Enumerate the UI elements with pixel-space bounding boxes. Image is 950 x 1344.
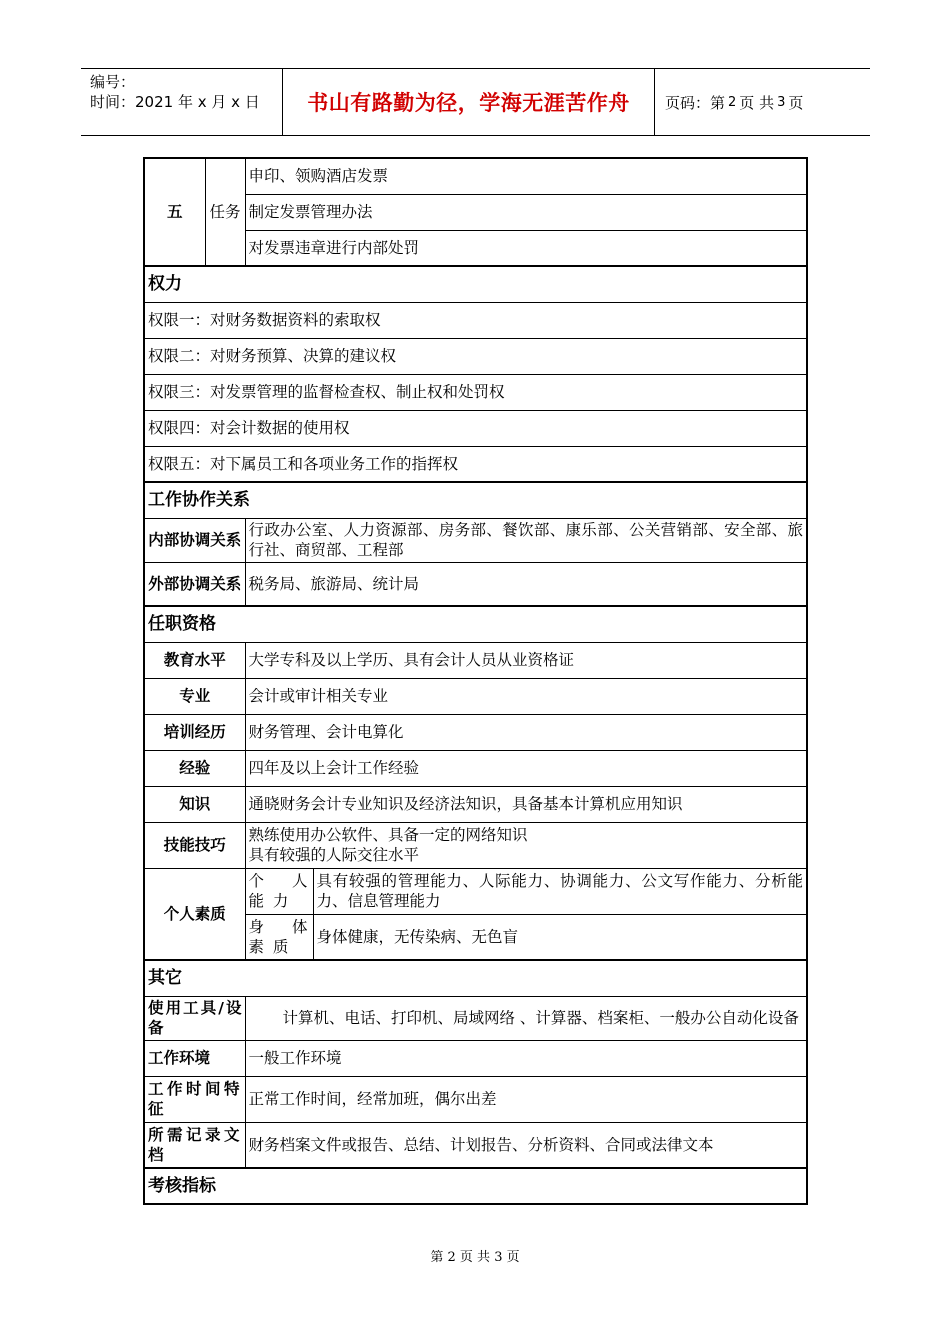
section-title: 权力: [144, 266, 807, 302]
other-value: 计算机、电话、打印机、局域网络 、计算器、档案柜、一般办公自动化设备: [245, 996, 807, 1040]
power-item: 权限四：对会计数据的使用权: [144, 410, 807, 446]
other-value: 财务档案文件或报告、总结、计划报告、分析资料、合同或法律文本: [245, 1122, 807, 1168]
section-title: 任职资格: [144, 606, 807, 642]
page-mid: 页 共: [739, 93, 775, 112]
qualification-label: 专业: [144, 678, 245, 714]
personal-sub-value: 具有较强的管理能力、人际能力、协调能力、公文写作能力、分析能力、信息管理能力: [313, 868, 807, 914]
section-assessment: [144, 1168, 807, 1204]
qualification-label: 经验: [144, 750, 245, 786]
skills-label: 技能技巧: [144, 822, 245, 868]
section-title: 考核指标: [144, 1168, 807, 1204]
task-label: 任务: [205, 158, 245, 266]
skills-row: [144, 822, 807, 868]
other-label: 所需记录文档: [144, 1122, 245, 1168]
personal-sub-value: 身体健康，无传染病、无色盲: [313, 914, 807, 960]
qualification-row: [144, 786, 807, 822]
other-value: 正常工作时间，经常加班，偶尔出差: [245, 1076, 807, 1122]
page-footer: 第 2 页 共 3 页: [430, 1250, 520, 1265]
page-header: [81, 68, 870, 136]
power-item: 权限三：对发票管理的监督检查权、制止权和处罚权: [144, 374, 807, 410]
qualification-row: [144, 642, 807, 678]
serial-label: 编号：: [90, 73, 136, 91]
qualification-label: 教育水平: [144, 642, 245, 678]
section-other: [144, 960, 807, 996]
cooperation-label: 内部协调关系: [144, 518, 245, 562]
page-total: 3: [777, 94, 786, 110]
power-item: 权限一：对财务数据资料的索取权: [144, 302, 807, 338]
cooperation-label: 外部协调关系: [144, 562, 245, 606]
power-row: [144, 302, 807, 338]
skills-value: [245, 822, 807, 868]
personal-sub-label: 身 体 素 质: [245, 914, 313, 960]
task-item: 制定发票管理办法: [245, 194, 807, 230]
header-page-number: [655, 69, 870, 135]
other-row: [144, 1122, 807, 1168]
other-label: 工作环境: [144, 1040, 245, 1076]
job-description-table: [143, 157, 808, 1205]
section-power: [144, 266, 807, 302]
section-cooperation: [144, 482, 807, 518]
qualification-label: 知识: [144, 786, 245, 822]
header-meta: [81, 69, 283, 135]
qualification-row: [144, 750, 807, 786]
page-suffix: 页: [788, 93, 804, 112]
task-number: 五: [144, 158, 205, 266]
task-item: 对发票违章进行内部处罚: [245, 230, 807, 266]
skills-line: 熟练使用办公软件、具备一定的网络知识: [248, 826, 528, 844]
qualification-row: [144, 714, 807, 750]
section-title: 工作协作关系: [144, 482, 807, 518]
other-row: [144, 1076, 807, 1122]
qualification-value: 四年及以上会计工作经验: [245, 750, 807, 786]
qualification-value: 会计或审计相关专业: [245, 678, 807, 714]
page-current: 2: [728, 94, 737, 110]
power-item: 权限五：对下属员工和各项业务工作的指挥权: [144, 446, 807, 482]
power-row: [144, 410, 807, 446]
personal-sub-label: 个 人 能 力: [245, 868, 313, 914]
power-row: [144, 338, 807, 374]
header-motto: 书山有路勤为径，学海无涯苦作舟: [283, 69, 655, 135]
page-prefix: 页码：第: [665, 93, 726, 112]
cooperation-value: 行政办公室、人力资源部、房务部、餐饮部、康乐部、公关营销部、安全部、旅行社、商贸部、工程部: [245, 518, 807, 562]
power-row: [144, 374, 807, 410]
other-row: [144, 996, 807, 1040]
other-label: 工作时间特征: [144, 1076, 245, 1122]
cooperation-row: [144, 562, 807, 606]
qualification-value: 大学专科及以上学历、具有会计人员从业资格证: [245, 642, 807, 678]
power-row: [144, 446, 807, 482]
cooperation-row: [144, 518, 807, 562]
task-item: 申印、领购酒店发票: [245, 158, 807, 194]
task-row: [144, 158, 807, 194]
skills-line: 具有较强的人际交往水平: [248, 846, 420, 864]
personal-label: 个人素质: [144, 868, 245, 960]
qualification-value: 通晓财务会计专业知识及经济法知识，具备基本计算机应用知识: [245, 786, 807, 822]
qualification-label: 培训经历: [144, 714, 245, 750]
qualification-value: 财务管理、会计电算化: [245, 714, 807, 750]
qualification-row: [144, 678, 807, 714]
other-row: [144, 1040, 807, 1076]
power-item: 权限二：对财务预算、决算的建议权: [144, 338, 807, 374]
other-label: 使用工具/设备: [144, 996, 245, 1040]
time-label: 时间：2021 年 x 月 x 日: [90, 93, 260, 111]
section-title: 其它: [144, 960, 807, 996]
cooperation-value: 税务局、旅游局、统计局: [245, 562, 807, 606]
other-value: 一般工作环境: [245, 1040, 807, 1076]
section-qualification: [144, 606, 807, 642]
personal-row: [144, 868, 807, 914]
